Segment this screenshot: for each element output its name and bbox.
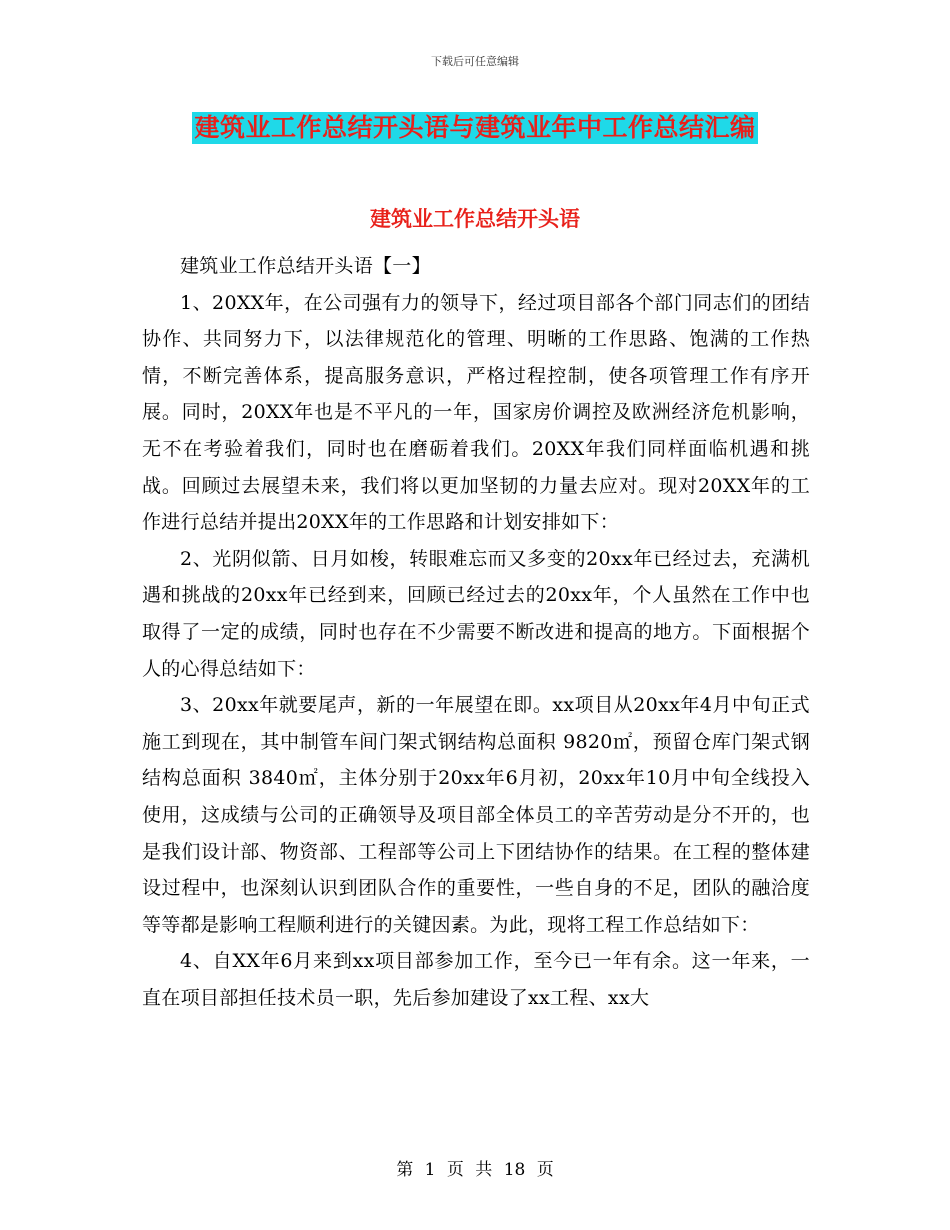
paragraph-3: 3、20xx年就要尾声，新的一年展望在即。xx项目从20xx年4月中旬正式施工到现在，其中制管车间门架式钢结构总面积 9820㎡，预留仓库门架式钢结构总面积 3840㎡，主体分别于20xx年6月初，20xx年10月中旬全线投入使用，这成绩与公司的正确领导及项目部全体员工的辛苦劳动是分不开的，也是我们设计部、物资部、工程部等公司上下团结协作的结果。在工程的整体建设过程中，也深刻认识到团队合作的重要性，一些自身的不足，团队的融洽度等等都是影响工程顺利进行的关键因素。为此，现将工程工作总结如下： (142, 694, 810, 936)
page-footer: 第 1 页 共 18 页 (396, 1160, 554, 1180)
paragraph-4: 4、自XX年6月来到xx项目部参加工作，至今已一年有余。这一年来，一直在项目部担任技术员一职，先后参加建设了xx工程、xx大 (142, 950, 810, 1009)
header-note: 下载后可任意编辑 (431, 55, 519, 68)
section-title: 建筑业工作总结开头语 (370, 207, 580, 231)
document-title: 建筑业工作总结开头语与建筑业年中工作总结汇编 (194, 113, 756, 142)
subheading: 建筑业工作总结开头语【一】 (180, 255, 431, 277)
main-title-wrap (0, 112, 950, 144)
paragraph-1: 1、20XX年，在公司强有力的领导下，经过项目部各个部门同志们的团结协作、共同努力下，以法律规范化的管理、明晰的工作思路、饱满的工作热情，不断完善体系，提高服务意识，严格过程控制，使各项管理工作有序开展。同时，20XX年也是不平凡的一年，国家房价调控及欧洲经济危机影响，无不在考验着我们，同时也在磨砺着我们。20XX年我们同样面临机遇和挑战。回顾过去展望未来，我们将以更加坚韧的力量去应对。现对20XX年的工作进行总结并提出20XX年的工作思路和计划安排如下： (142, 291, 810, 534)
document-body (142, 221, 810, 1016)
paragraph-2: 2、光阴似箭、日月如梭，转眼难忘而又多变的20xx年已经过去，充满机遇和挑战的20xx年已经到来，回顾已经过去的20xx年，个人虽然在工作中也取得了一定的成绩，同时也存在不少需要不断改进和提高的地方。下面根据个人的心得总结如下： (142, 547, 810, 680)
